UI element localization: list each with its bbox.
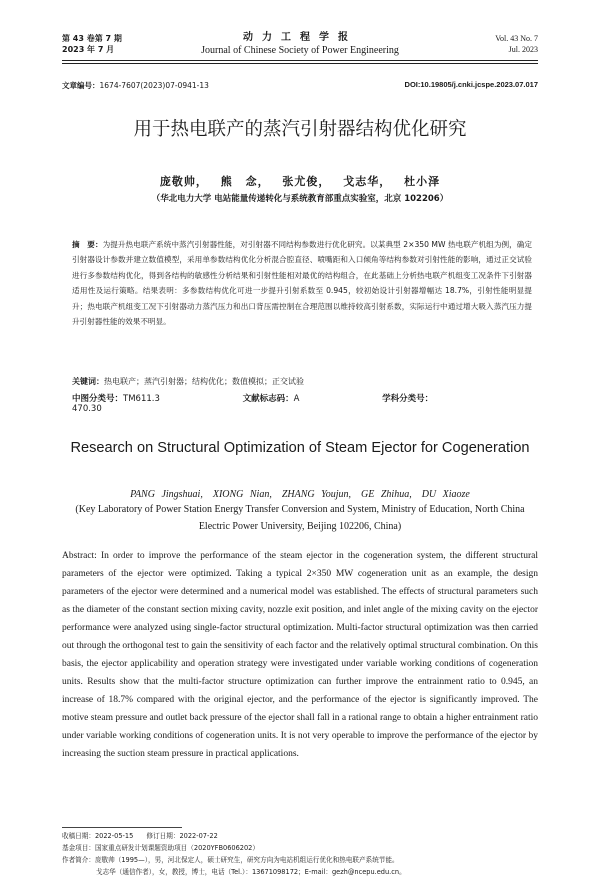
header-volume-en: Vol. 43 No. 7	[495, 34, 538, 43]
header-date-cn: 2023 年 7 月	[62, 45, 115, 54]
subject-value: 470.30	[72, 404, 102, 414]
footnote-corresponding: 戈志华（通信作者），女，教授，博士，电话（Tel.）：13671098172；E-mail：gezh@ncepu.edu.cn。	[96, 868, 406, 876]
doi-value: 10.19805/j.cnki.jcspe.2023.07.017	[420, 80, 538, 89]
journal-name-en: Journal of Chinese Society of Power Engineering	[201, 45, 399, 56]
header-rule-bottom	[62, 63, 538, 64]
affiliation-cn: （华北电力大学 电站能量传递转化与系统教育部重点实验室，北京 102206）	[151, 194, 449, 204]
subject-label: 学科分类号：	[382, 394, 434, 404]
keywords-cn-label: 关键词：	[72, 377, 104, 386]
authors-en: PANG Jingshuai, XIONG Nian, ZHANG Youjun, GE Zhihua, DU Xiaoze	[130, 489, 470, 500]
footnote-dates: 收稿日期：2022-05-15 修订日期：2022-07-22	[62, 832, 218, 840]
affiliation-en: (Key Laboratory of Power Station Energy Transfer Conversion and System, Ministry of Education, North China Electric Power University, Beijing 102206, China)	[75, 504, 525, 532]
journal-name-cn: 动力工程学报	[243, 32, 357, 43]
header-date-en: Jul. 2023	[508, 45, 538, 54]
article-number	[62, 80, 209, 91]
footnote-rule	[62, 827, 182, 828]
document-code	[243, 394, 340, 404]
document-code-label: 文献标志码：	[242, 394, 294, 404]
abstract-cn-label: 摘 要：	[72, 240, 103, 249]
keywords-cn-text: 热电联产；蒸汽引射器；结构优化；数值模拟；正交试验	[104, 377, 304, 386]
abstract-cn	[72, 237, 532, 329]
title-cn: 用于热电联产的蒸汽引射器结构优化研究	[133, 119, 467, 140]
title-en: Research on Structural Optimization of Steam Ejector for Cogeneration	[70, 440, 530, 456]
article-number-label: 文章编号：	[62, 81, 100, 90]
article-number-value: 1674-7607(2023)07-0941-13	[99, 81, 209, 90]
clc-value: TM611.3	[123, 394, 160, 404]
abstract-en-text: In order to improve the performance of the steam ejector in the cogeneration system, the different structural parameters of the ejector were optimized. Taking a typical 2×350 MW cogeneration unit as an example, the design parameters of the ejector were determined and a numerical model was established. The effects of structural parameters such as the diameter of the constant section mixing cavity, nozzle exit position, and inlet angle of the mixing cavity on the ejector performance were analyzed using single-factor structural optimization. Multi-factor structural optimization was then carried out through the orthogonal test to gain the sensitivity of each factor and the relatively optimal structural combination. On this basis, the ejector applicability and operation strategy were investigated under variable working conditions of cogeneration units. Results show that the multi-factor structure optimization can further improve the entrainment ratio to 0.945, an increase of 18.7% compared with the original ejector, and the performance of the ejector is significantly improved. The motive steam pressure and outlet back pressure of the ejector shall fall in a rational range to obtain a higher entrainment ratio under variable working conditions of cogeneration units. It is not very operable to improve the performance of the ejector by increasing the suction steam pressure in practical applications.	[62, 551, 539, 759]
footnote-author-intro: 作者简介：庞敬帅（1995—），男，河北保定人，硕士研究生，研究方向为电站机组运行优化和热电联产系统节能。	[62, 856, 399, 864]
abstract-cn-text: 为提升热电联产系统中蒸汽引射器性能，对引射器不同结构参数进行优化研究。以某典型 2×350 MW 热电联产机组为例，确定引射器设计参数并建立数值模型，采用单参数结构优化分析混合腔直径、喷嘴距和入口倾角等结构参数对引射性能的影响，通过正交试验进行多参数结构优化，得到各结构的敏感性分析结果和引射性能相对最优的结构组合，在此基础上分析热电联产机组变工况条件下引射器适用性及运行策略。结果表明：多参数结构优化可进一步提升引射系数至 0.945，较初始设计引射器增幅达 18.7%，引射性能明显提升；热电联产机组变工况下引射器动力蒸汽压力和出口背压需控制在合理范围以维持较高引射系数，实际运行中通过增大吸入蒸汽压力提升引射器性能的效果不明显。	[72, 240, 533, 327]
article-meta	[62, 80, 538, 91]
keywords-cn	[72, 375, 532, 389]
clc-number	[72, 394, 200, 404]
clc-label: 中图分类号：	[72, 394, 124, 404]
abstract-en	[62, 547, 538, 763]
header-right	[495, 33, 538, 55]
header-rule-top	[62, 60, 538, 61]
header-volume: 第 43 卷第 7 期	[62, 34, 122, 43]
abstract-en-label: Abstract:	[62, 551, 97, 561]
footnote-fund: 基金项目：国家重点研发计划课题资助项目（2020YFB0606202）	[62, 844, 259, 852]
classification-cn	[72, 392, 532, 414]
authors-cn: 庞敬帅， 熊 念， 张尤俊， 戈志华， 杜小泽	[159, 175, 441, 188]
document-code-value: A	[293, 394, 300, 404]
doi	[405, 80, 538, 89]
footnotes	[62, 830, 538, 878]
doi-label: DOI:	[404, 80, 421, 89]
